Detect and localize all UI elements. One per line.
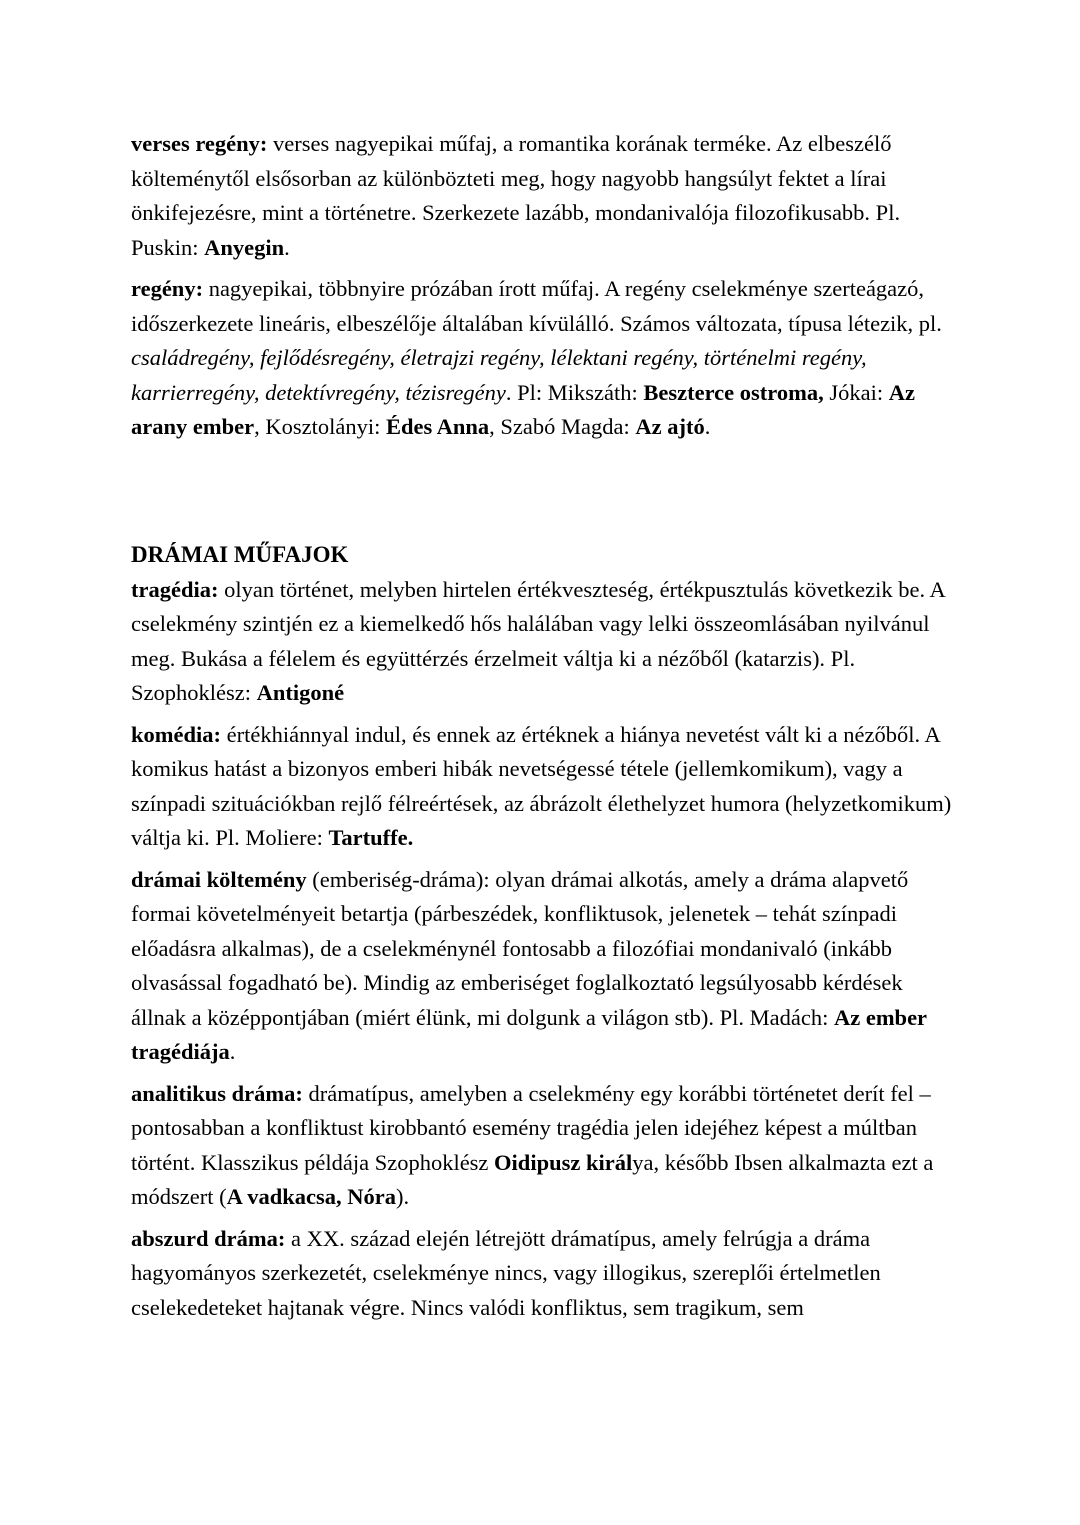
entry-text: . <box>284 234 290 260</box>
entry-text: nagyepikai, többnyire prózában írott műfaj. A regény cselekménye szerteágazó, időszerkezete lineáris, elbeszélője általában kívülálló. Számos változata, típusa létezik, pl. <box>131 276 942 336</box>
work-title: Tartuffe. <box>328 825 414 850</box>
entry-term: regény: <box>131 276 204 301</box>
subtype-list: családregény, fejlődésregény, életrajzi regény, lélektani regény, történelmi regény, karrierregény, detektívregény, tézisregény <box>131 345 867 405</box>
entry-text: ya, később Ibsen alkalmazta ezt a módszert ( <box>131 1149 934 1209</box>
work-title: A vadkacsa, Nóra <box>226 1184 396 1209</box>
entry-text: drámatípus, amelyben a cselekmény egy korábbi történetet derít fel – pontosabban a konfliktust kirobbantó esemény tragédia jelen idejéhez képest a múltban történt. Klasszikus példája Szophoklész <box>131 1080 931 1175</box>
entry-text: (emberiség-dráma): olyan drámai alkotás, amely a dráma alapvető formai követelményeit betartja (párbeszédek, konfliktusok, jelenetek – tehát színpadi előadásra alkalmas), de a cselekménynél fontosabb a filozófiai mondanivaló (inkább olvasással fogadható be). Mindig az emberiséget foglalkoztató legsúlyosabb kérdések állnak a középpontjában (miért élünk, mi dolgunk a világon stb). Pl. Madách: <box>131 866 909 1030</box>
entry-text: a XX. század elején létrejött drámatípus, amely felrúgja a dráma hagyományos szerkezetét, cselekménye nincs, vagy illogikus, szereplői értelmetlen cselekedeteket hajtanak végre. Nincs valódi konfliktus, sem tragikum, sem <box>131 1225 881 1320</box>
work-title: Beszterce ostroma, <box>643 379 824 405</box>
entry-text: . <box>229 1039 236 1064</box>
entry-abszurd-drama <box>131 1222 961 1326</box>
entry-term: analitikus dráma: <box>131 1080 303 1106</box>
entry-analitikus-drama <box>131 1077 961 1215</box>
entry-text: Jókai: <box>823 379 889 405</box>
entry-text: értékhiánnyal indul, és ennek az értéknek a hiánya nevetést vált ki a nézőből. A komikus hatást a bizonyos emberi hibák nevetségessé tétele (jellemkomikum), vagy a színpadi szituációkban rejlő félreértések, az ábrázolt élethelyzet humora (helyzetkomikum) váltja ki. Pl. Moliere: <box>131 721 952 850</box>
entry-term: verses regény: <box>131 131 268 156</box>
entry-term: abszurd dráma: <box>131 1225 286 1251</box>
epic-genre-entries <box>131 127 961 445</box>
entry-verses-regeny <box>131 127 961 265</box>
entry-tragedia <box>131 573 961 711</box>
drama-genre-entries <box>131 573 961 1326</box>
work-title: Oidipusz királ <box>494 1149 633 1175</box>
entry-text: . <box>704 414 711 439</box>
entry-text: olyan történet, melyben hirtelen értékveszteség, értékpusztulás következik be. A cselekmény szintjén ez a kiemelkedő hős halálában vagy lelki összeomlásában nyilvánul meg. Bukása a félelem és együttérzés érzelmeit váltja ki a nézőből (katarzis). Pl. Szophoklész: <box>131 576 945 705</box>
entry-dramai-koltemeny <box>131 863 961 1070</box>
work-title: Az ember tragédiája <box>131 1004 927 1064</box>
entry-komedia <box>131 718 961 856</box>
entry-regeny <box>131 272 961 445</box>
work-title: Édes Anna <box>385 414 490 439</box>
work-title: Az ajtó <box>635 414 705 439</box>
entry-text: , Szabó Magda: <box>489 414 636 439</box>
section-spacer <box>131 452 961 538</box>
entry-term: tragédia: <box>131 576 219 602</box>
entry-term: drámai költemény <box>131 866 307 892</box>
document-body <box>131 127 961 1332</box>
entry-text: . Pl: Mikszáth: <box>505 379 644 405</box>
work-title: Anyegin <box>204 234 285 260</box>
entry-text: ). <box>395 1184 410 1209</box>
entry-text: , Kosztolányi: <box>254 414 386 439</box>
work-title: Antigoné <box>256 680 345 705</box>
work-title: Az arany ember <box>131 379 915 439</box>
section-heading-drama: DRÁMAI MŰFAJOK <box>131 541 349 567</box>
entry-text: verses nagyepikai műfaj, a romantika korának terméke. Az elbeszélő költeménytől elsősorban az különbözteti meg, hogy nagyobb hangsúlyt fektet a lírai önkifejezésre, mint a történetre. Szerkezete lazább, mondanivalója filozofikusabb. Pl. Puskin: <box>131 131 901 260</box>
entry-term: komédia: <box>131 721 221 747</box>
